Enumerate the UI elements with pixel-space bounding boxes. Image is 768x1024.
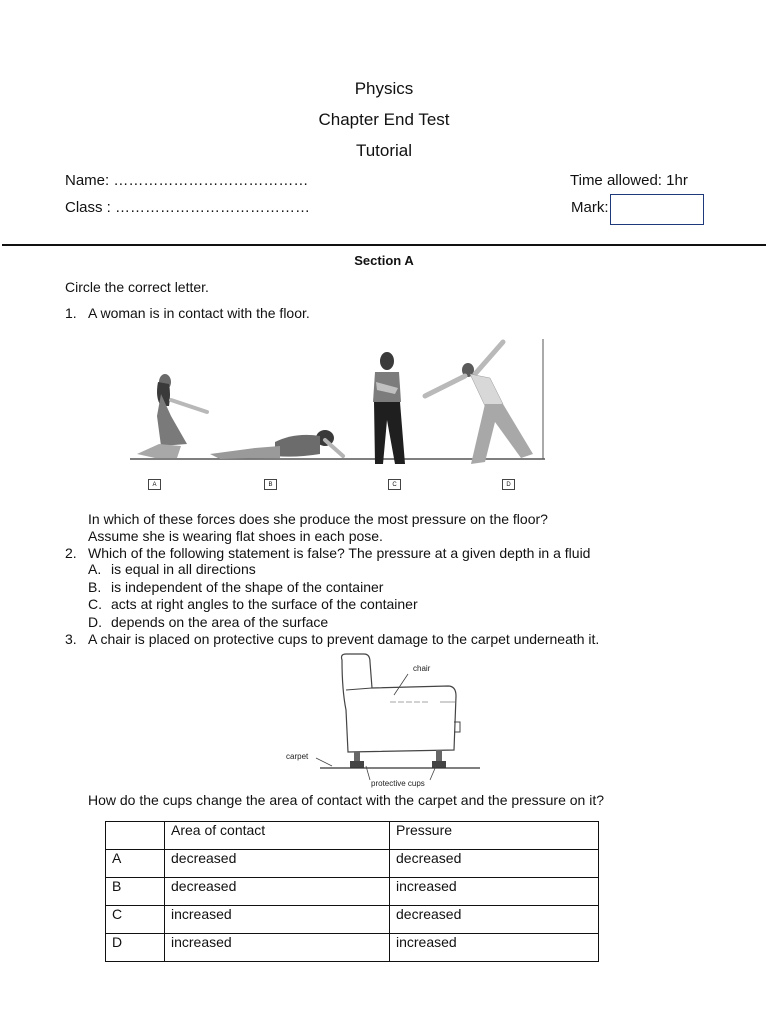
table-cell: B (106, 878, 165, 906)
chair-figure (280, 650, 490, 795)
standing-woman-figure (373, 352, 405, 464)
header-divider (2, 244, 766, 246)
carpet-label: carpet (286, 752, 309, 761)
table-cell: increased (390, 878, 599, 906)
table-cell: increased (165, 906, 390, 934)
option-text: acts at right angles to the surface of the container (111, 596, 418, 612)
question-number: 2. (65, 545, 77, 561)
pose-letter-d[interactable]: D (502, 479, 515, 490)
pose-letter-c[interactable]: C (388, 479, 401, 490)
kneeling-woman-figure (137, 374, 207, 458)
mark-label: Mark: (571, 199, 609, 216)
option-text: depends on the area of the surface (111, 614, 329, 630)
class-field-label: Class : ………………………………… (65, 199, 311, 216)
pose-letter-a[interactable]: A (148, 479, 161, 490)
option-letter[interactable]: D. (88, 614, 102, 630)
option-letter[interactable]: A. (88, 561, 102, 577)
question-1-text: A woman is in contact with the floor. (88, 305, 310, 321)
table-cell: increased (390, 934, 599, 962)
question-number: 1. (65, 305, 77, 321)
chair-label: chair (413, 664, 431, 673)
test-title: Chapter End Test (318, 110, 450, 129)
table-cell: increased (165, 934, 390, 962)
question-1-followup: In which of these forces does she produce the most pressure on the floor? (88, 511, 548, 527)
table-row[interactable] (106, 850, 599, 878)
name-field-label: Name: ………………………………… (65, 172, 309, 189)
leaning-woman-figure (425, 342, 533, 464)
answer-table (105, 821, 599, 962)
table-header-cell: Pressure (390, 822, 599, 850)
option-text: is equal in all directions (111, 561, 256, 577)
question-2-text: Which of the following statement is false? The pressure at a given depth in a fluid (88, 545, 591, 561)
poses-figure (125, 336, 555, 496)
subject-title: Physics (354, 79, 414, 98)
time-allowed-label: Time allowed: 1hr (570, 172, 688, 189)
option-text: is independent of the shape of the container (111, 579, 384, 595)
protective-cups-label: protective cups (371, 779, 425, 788)
section-title: Section A (354, 253, 414, 268)
table-cell: C (106, 906, 165, 934)
mark-input-box[interactable] (610, 194, 704, 225)
table-cell: decreased (390, 850, 599, 878)
instruction-text: Circle the correct letter. (65, 279, 209, 295)
question-3-followup: How do the cups change the area of contact with the carpet and the pressure on it? (88, 792, 604, 808)
question-number: 3. (65, 631, 77, 647)
table-header-cell: Area of contact (165, 822, 390, 850)
pose-letter-b[interactable]: B (264, 479, 277, 490)
option-letter[interactable]: B. (88, 579, 102, 595)
option-letter[interactable]: C. (88, 596, 102, 612)
tutorial-title: Tutorial (355, 141, 413, 160)
lying-woman-figure (210, 430, 343, 459)
question-3-text: A chair is placed on protective cups to prevent damage to the carpet underneath it. (88, 631, 600, 647)
table-row[interactable] (106, 906, 599, 934)
table-cell: decreased (165, 878, 390, 906)
table-cell: decreased (165, 850, 390, 878)
table-header-row (106, 822, 599, 850)
table-cell: A (106, 850, 165, 878)
question-1-assumption: Assume she is wearing flat shoes in each pose. (88, 528, 383, 544)
table-cell: decreased (390, 906, 599, 934)
table-row[interactable] (106, 878, 599, 906)
table-header-cell (106, 822, 165, 850)
table-cell: D (106, 934, 165, 962)
table-row[interactable] (106, 934, 599, 962)
